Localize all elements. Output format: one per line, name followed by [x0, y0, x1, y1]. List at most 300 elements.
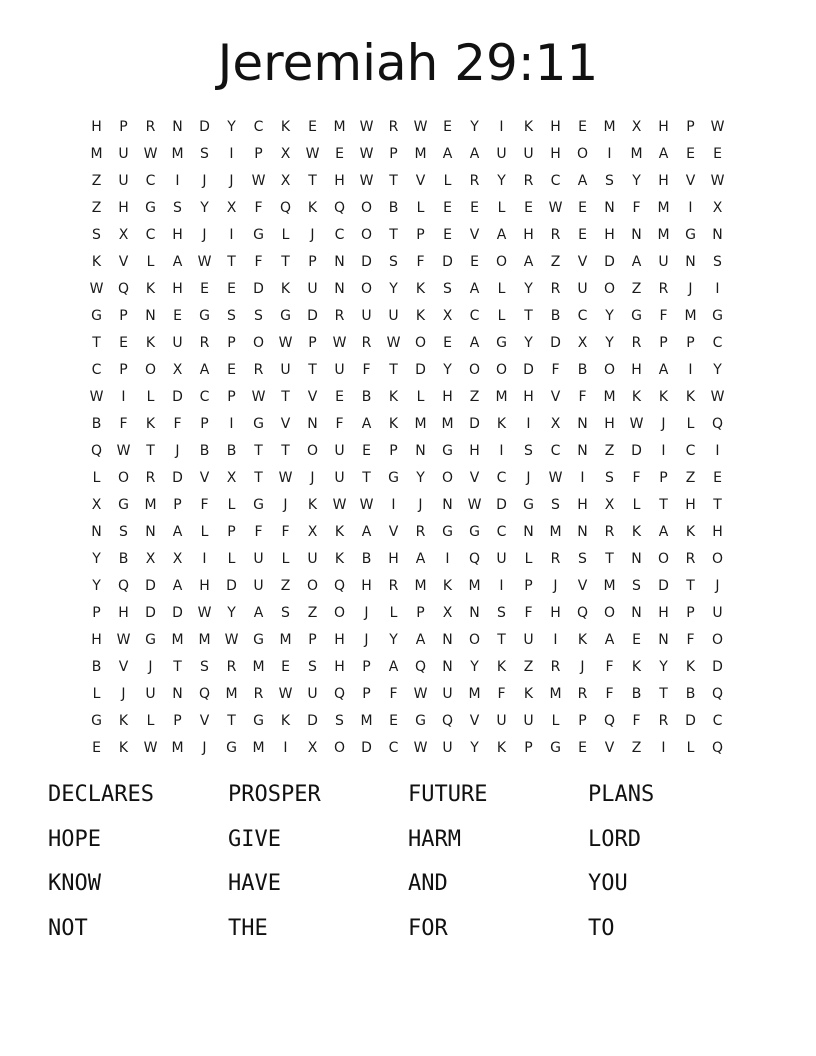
grid-letter[interactable]: Q	[711, 415, 724, 432]
grid-letter[interactable]: V	[118, 253, 129, 270]
grid-letter[interactable]: F	[173, 415, 182, 432]
grid-letter[interactable]: W	[143, 145, 158, 162]
grid-letter[interactable]: Z	[631, 280, 642, 297]
grid-letter[interactable]: A	[361, 523, 372, 540]
grid-letter[interactable]: Q	[576, 604, 589, 621]
grid-letter[interactable]: L	[497, 280, 506, 297]
grid-letter[interactable]: L	[200, 523, 209, 540]
grid-letter[interactable]: T	[308, 361, 317, 378]
grid-letter[interactable]: X	[307, 739, 318, 756]
grid-letter[interactable]: N	[577, 523, 588, 540]
grid-letter[interactable]: E	[200, 280, 209, 297]
grid-letter[interactable]: F	[551, 361, 560, 378]
grid-letter[interactable]: L	[416, 199, 425, 216]
grid-letter[interactable]: V	[199, 469, 210, 486]
grid-letter[interactable]: G	[550, 739, 561, 756]
grid-letter[interactable]: T	[686, 577, 695, 594]
grid-letter[interactable]: T	[92, 334, 101, 351]
grid-letter[interactable]: K	[523, 118, 534, 135]
grid-letter[interactable]: E	[173, 307, 182, 324]
grid-letter[interactable]: K	[388, 415, 399, 432]
grid-letter[interactable]: U	[118, 172, 129, 189]
grid-letter[interactable]: N	[442, 496, 453, 513]
grid-letter[interactable]: O	[117, 469, 130, 486]
grid-letter[interactable]: G	[253, 496, 264, 513]
grid-letter[interactable]: L	[281, 226, 290, 243]
grid-letter[interactable]: L	[92, 469, 101, 486]
grid-letter[interactable]: K	[280, 280, 291, 297]
grid-letter[interactable]: A	[469, 334, 480, 351]
grid-letter[interactable]: J	[283, 496, 288, 513]
grid-letter[interactable]: L	[497, 307, 506, 324]
grid-letter[interactable]: N	[334, 253, 345, 270]
grid-letter[interactable]: X	[91, 496, 102, 513]
grid-letter[interactable]: D	[361, 739, 372, 756]
grid-letter[interactable]: P	[308, 253, 317, 270]
grid-letter[interactable]: Q	[414, 658, 427, 675]
grid-letter[interactable]: U	[253, 550, 264, 567]
grid-letter[interactable]: O	[333, 604, 346, 621]
grid-letter[interactable]: V	[118, 658, 129, 675]
grid-letter[interactable]: X	[604, 496, 615, 513]
grid-letter[interactable]: M	[252, 658, 265, 675]
grid-letter[interactable]: N	[577, 442, 588, 459]
grid-letter[interactable]: Y	[470, 739, 479, 756]
grid-letter[interactable]: E	[632, 631, 641, 648]
grid-letter[interactable]: E	[686, 145, 695, 162]
grid-letter[interactable]: F	[362, 361, 371, 378]
grid-letter[interactable]: Y	[470, 118, 479, 135]
grid-letter[interactable]: F	[281, 523, 290, 540]
grid-letter[interactable]: A	[442, 145, 453, 162]
grid-letter[interactable]: U	[496, 145, 507, 162]
grid-letter[interactable]: D	[172, 604, 183, 621]
grid-letter[interactable]: T	[227, 712, 236, 729]
grid-letter[interactable]: P	[686, 334, 695, 351]
grid-letter[interactable]: M	[360, 712, 373, 729]
grid-letter[interactable]: U	[307, 280, 318, 297]
grid-letter[interactable]: Y	[605, 307, 614, 324]
grid-letter[interactable]: S	[281, 604, 290, 621]
grid-letter[interactable]: W	[386, 334, 401, 351]
grid-letter[interactable]: L	[497, 199, 506, 216]
grid-letter[interactable]: M	[90, 145, 103, 162]
grid-letter[interactable]: S	[605, 469, 614, 486]
grid-letter[interactable]: L	[686, 415, 695, 432]
grid-letter[interactable]: E	[335, 145, 344, 162]
grid-letter[interactable]: K	[334, 523, 345, 540]
grid-letter[interactable]: U	[253, 577, 264, 594]
grid-letter[interactable]: B	[685, 685, 696, 702]
grid-letter[interactable]: P	[686, 604, 695, 621]
grid-letter[interactable]: H	[577, 496, 588, 513]
grid-letter[interactable]: F	[200, 496, 209, 513]
grid-letter[interactable]: M	[252, 739, 265, 756]
grid-letter[interactable]: U	[280, 361, 291, 378]
grid-letter[interactable]: I	[607, 145, 612, 162]
grid-letter[interactable]: S	[605, 172, 614, 189]
grid-letter[interactable]: R	[685, 550, 696, 567]
grid-letter[interactable]: P	[416, 604, 425, 621]
grid-letter[interactable]: W	[332, 334, 347, 351]
grid-letter[interactable]: O	[603, 604, 616, 621]
grid-letter[interactable]: S	[227, 307, 236, 324]
grid-letter[interactable]: U	[361, 307, 372, 324]
grid-letter[interactable]: U	[442, 739, 453, 756]
grid-letter[interactable]: E	[713, 469, 722, 486]
grid-letter[interactable]: W	[251, 388, 266, 405]
grid-letter[interactable]: D	[307, 307, 318, 324]
grid-letter[interactable]: D	[604, 253, 615, 270]
grid-letter[interactable]: C	[496, 469, 507, 486]
grid-letter[interactable]: I	[229, 226, 234, 243]
grid-letter[interactable]: M	[171, 145, 184, 162]
grid-letter[interactable]: G	[253, 631, 264, 648]
grid-letter[interactable]: H	[118, 199, 129, 216]
grid-letter[interactable]: N	[307, 415, 318, 432]
grid-letter[interactable]: H	[550, 604, 561, 621]
grid-letter[interactable]: T	[254, 442, 263, 459]
grid-letter[interactable]: F	[632, 712, 641, 729]
grid-letter[interactable]: H	[172, 280, 183, 297]
grid-letter[interactable]: I	[283, 739, 288, 756]
grid-letter[interactable]: E	[227, 361, 236, 378]
grid-letter[interactable]: R	[388, 118, 399, 135]
grid-letter[interactable]: G	[442, 442, 453, 459]
grid-letter[interactable]: N	[631, 550, 642, 567]
grid-letter[interactable]: E	[578, 739, 587, 756]
grid-letter[interactable]: I	[580, 469, 585, 486]
grid-letter[interactable]: D	[658, 577, 669, 594]
grid-letter[interactable]: K	[145, 334, 156, 351]
grid-letter[interactable]: I	[688, 199, 693, 216]
grid-letter[interactable]: C	[334, 226, 345, 243]
grid-letter[interactable]: H	[658, 604, 669, 621]
grid-letter[interactable]: W	[116, 442, 131, 459]
grid-letter[interactable]: U	[442, 685, 453, 702]
grid-letter[interactable]: X	[172, 361, 183, 378]
grid-letter[interactable]: W	[359, 172, 374, 189]
grid-letter[interactable]: E	[92, 739, 101, 756]
grid-letter[interactable]: O	[711, 631, 724, 648]
grid-letter[interactable]: D	[550, 334, 561, 351]
grid-letter[interactable]: H	[91, 631, 102, 648]
grid-letter[interactable]: E	[713, 145, 722, 162]
grid-letter[interactable]: R	[361, 334, 372, 351]
grid-letter[interactable]: T	[173, 658, 182, 675]
grid-letter[interactable]: D	[469, 415, 480, 432]
grid-letter[interactable]: H	[658, 172, 669, 189]
grid-letter[interactable]: O	[306, 442, 319, 459]
grid-letter[interactable]: B	[550, 307, 561, 324]
grid-letter[interactable]: I	[202, 550, 207, 567]
grid-letter[interactable]: B	[388, 199, 399, 216]
grid-letter[interactable]: Y	[92, 550, 101, 567]
grid-letter[interactable]: X	[280, 145, 291, 162]
grid-letter[interactable]: G	[442, 523, 453, 540]
grid-letter[interactable]: P	[308, 334, 317, 351]
grid-letter[interactable]: E	[308, 118, 317, 135]
grid-letter[interactable]: W	[710, 172, 725, 189]
grid-letter[interactable]: C	[685, 442, 696, 459]
grid-letter[interactable]: F	[632, 199, 641, 216]
grid-letter[interactable]: H	[199, 577, 210, 594]
grid-letter[interactable]: U	[523, 145, 534, 162]
grid-letter[interactable]: M	[279, 631, 292, 648]
grid-letter[interactable]: L	[632, 496, 641, 513]
grid-letter[interactable]: N	[523, 523, 534, 540]
grid-letter[interactable]: T	[281, 442, 290, 459]
grid-letter[interactable]: J	[364, 631, 369, 648]
grid-letter[interactable]: C	[145, 226, 156, 243]
grid-letter[interactable]: O	[495, 361, 508, 378]
grid-letter[interactable]: D	[172, 388, 183, 405]
grid-letter[interactable]: E	[119, 334, 128, 351]
grid-letter[interactable]: T	[497, 631, 506, 648]
grid-letter[interactable]: P	[254, 145, 263, 162]
grid-letter[interactable]: J	[310, 226, 315, 243]
grid-letter[interactable]: O	[144, 361, 157, 378]
grid-letter[interactable]: D	[226, 577, 237, 594]
grid-letter[interactable]: C	[496, 523, 507, 540]
grid-letter[interactable]: Q	[441, 712, 454, 729]
grid-letter[interactable]: X	[577, 334, 588, 351]
grid-letter[interactable]: K	[523, 685, 534, 702]
grid-letter[interactable]: S	[578, 550, 587, 567]
grid-letter[interactable]: U	[307, 550, 318, 567]
grid-letter[interactable]: X	[118, 226, 129, 243]
grid-letter[interactable]: G	[712, 307, 723, 324]
grid-letter[interactable]: M	[414, 145, 427, 162]
grid-letter[interactable]: K	[658, 388, 669, 405]
grid-letter[interactable]: T	[389, 172, 398, 189]
grid-letter[interactable]: S	[389, 253, 398, 270]
grid-letter[interactable]: U	[523, 631, 534, 648]
grid-letter[interactable]: T	[659, 685, 668, 702]
grid-letter[interactable]: J	[148, 658, 153, 675]
grid-letter[interactable]: R	[550, 226, 561, 243]
grid-letter[interactable]: S	[335, 712, 344, 729]
grid-letter[interactable]: U	[334, 442, 345, 459]
grid-letter[interactable]: U	[388, 307, 399, 324]
grid-letter[interactable]: S	[254, 307, 263, 324]
grid-letter[interactable]: W	[629, 415, 644, 432]
grid-letter[interactable]: U	[577, 280, 588, 297]
grid-letter[interactable]: K	[577, 631, 588, 648]
grid-letter[interactable]: D	[685, 712, 696, 729]
grid-letter[interactable]: F	[659, 307, 668, 324]
grid-letter[interactable]: I	[526, 415, 531, 432]
grid-letter[interactable]: H	[388, 550, 399, 567]
grid-letter[interactable]: K	[334, 550, 345, 567]
grid-letter[interactable]: F	[578, 388, 587, 405]
grid-letter[interactable]: W	[710, 388, 725, 405]
grid-letter[interactable]: W	[467, 496, 482, 513]
grid-letter[interactable]: V	[388, 523, 399, 540]
grid-letter[interactable]: G	[388, 469, 399, 486]
grid-letter[interactable]: X	[550, 415, 561, 432]
grid-letter[interactable]: O	[495, 253, 508, 270]
grid-letter[interactable]: O	[711, 550, 724, 567]
grid-letter[interactable]: C	[550, 172, 561, 189]
grid-letter[interactable]: W	[197, 253, 212, 270]
grid-letter[interactable]: N	[172, 118, 183, 135]
grid-letter[interactable]: Q	[333, 199, 346, 216]
grid-letter[interactable]: G	[685, 226, 696, 243]
grid-letter[interactable]: G	[145, 199, 156, 216]
grid-letter[interactable]: W	[224, 631, 239, 648]
grid-letter[interactable]: A	[469, 280, 480, 297]
grid-letter[interactable]: N	[631, 226, 642, 243]
grid-letter[interactable]: C	[712, 334, 723, 351]
grid-letter[interactable]: C	[253, 118, 264, 135]
grid-letter[interactable]: X	[712, 199, 723, 216]
grid-letter[interactable]: L	[227, 550, 236, 567]
grid-letter[interactable]: N	[145, 523, 156, 540]
grid-letter[interactable]: G	[91, 712, 102, 729]
grid-letter[interactable]: Q	[198, 685, 211, 702]
grid-letter[interactable]: P	[227, 388, 236, 405]
grid-letter[interactable]: D	[172, 469, 183, 486]
grid-letter[interactable]: T	[389, 226, 398, 243]
grid-letter[interactable]: I	[445, 550, 450, 567]
grid-letter[interactable]: H	[712, 523, 723, 540]
grid-letter[interactable]: Y	[470, 658, 479, 675]
grid-letter[interactable]: H	[658, 118, 669, 135]
grid-letter[interactable]: K	[91, 253, 102, 270]
grid-letter[interactable]: T	[146, 442, 155, 459]
grid-letter[interactable]: V	[415, 172, 426, 189]
grid-letter[interactable]: M	[468, 685, 481, 702]
grid-letter[interactable]: Z	[685, 469, 696, 486]
grid-letter[interactable]: N	[415, 442, 426, 459]
grid-letter[interactable]: J	[229, 172, 234, 189]
grid-letter[interactable]: P	[119, 307, 128, 324]
grid-letter[interactable]: O	[414, 334, 427, 351]
grid-letter[interactable]: Q	[711, 685, 724, 702]
grid-letter[interactable]: J	[175, 442, 180, 459]
grid-letter[interactable]: J	[364, 604, 369, 621]
grid-letter[interactable]: F	[119, 415, 128, 432]
grid-letter[interactable]: R	[415, 523, 426, 540]
grid-letter[interactable]: N	[145, 307, 156, 324]
grid-letter[interactable]: F	[416, 253, 425, 270]
grid-letter[interactable]: V	[604, 739, 615, 756]
grid-letter[interactable]: Z	[91, 172, 102, 189]
grid-letter[interactable]: L	[686, 739, 695, 756]
grid-letter[interactable]: V	[199, 712, 210, 729]
grid-letter[interactable]: N	[658, 631, 669, 648]
grid-letter[interactable]: A	[469, 145, 480, 162]
grid-letter[interactable]: P	[92, 604, 101, 621]
grid-letter[interactable]: K	[685, 388, 696, 405]
grid-letter[interactable]: T	[713, 496, 722, 513]
grid-letter[interactable]: R	[550, 280, 561, 297]
grid-letter[interactable]: U	[496, 712, 507, 729]
grid-letter[interactable]: N	[604, 199, 615, 216]
grid-letter[interactable]: R	[334, 307, 345, 324]
grid-letter[interactable]: Q	[603, 712, 616, 729]
grid-letter[interactable]: I	[499, 442, 504, 459]
grid-letter[interactable]: A	[415, 631, 426, 648]
grid-letter[interactable]: A	[172, 577, 183, 594]
grid-letter[interactable]: R	[253, 361, 264, 378]
grid-letter[interactable]: N	[469, 604, 480, 621]
grid-letter[interactable]: I	[229, 415, 234, 432]
grid-letter[interactable]: S	[92, 226, 101, 243]
grid-letter[interactable]: Z	[91, 199, 102, 216]
grid-letter[interactable]: Y	[605, 334, 614, 351]
grid-letter[interactable]: T	[227, 253, 236, 270]
grid-letter[interactable]: C	[388, 739, 399, 756]
grid-letter[interactable]: P	[173, 496, 182, 513]
grid-letter[interactable]: I	[715, 280, 720, 297]
grid-letter[interactable]: V	[469, 469, 480, 486]
grid-letter[interactable]: H	[334, 172, 345, 189]
grid-letter[interactable]: K	[496, 739, 507, 756]
grid-letter[interactable]: Y	[632, 172, 641, 189]
grid-letter[interactable]: C	[577, 307, 588, 324]
grid-letter[interactable]: K	[307, 496, 318, 513]
grid-letter[interactable]: J	[688, 280, 693, 297]
grid-letter[interactable]: C	[199, 388, 210, 405]
grid-letter[interactable]: E	[470, 253, 479, 270]
grid-letter[interactable]: W	[413, 739, 428, 756]
grid-letter[interactable]: X	[442, 307, 453, 324]
grid-letter[interactable]: D	[307, 712, 318, 729]
grid-letter[interactable]: B	[361, 388, 372, 405]
grid-letter[interactable]: P	[578, 712, 587, 729]
grid-letter[interactable]: X	[280, 172, 291, 189]
grid-letter[interactable]: A	[631, 253, 642, 270]
grid-letter[interactable]: H	[334, 631, 345, 648]
grid-letter[interactable]: P	[200, 415, 209, 432]
grid-letter[interactable]: Y	[227, 604, 236, 621]
grid-letter[interactable]: K	[496, 658, 507, 675]
grid-letter[interactable]: J	[553, 577, 558, 594]
grid-letter[interactable]: M	[495, 388, 508, 405]
grid-letter[interactable]: E	[578, 226, 587, 243]
grid-letter[interactable]: L	[524, 550, 533, 567]
grid-letter[interactable]: K	[280, 712, 291, 729]
grid-letter[interactable]: K	[496, 415, 507, 432]
grid-letter[interactable]: P	[416, 226, 425, 243]
grid-letter[interactable]: S	[119, 523, 128, 540]
grid-letter[interactable]: L	[416, 388, 425, 405]
grid-letter[interactable]: F	[254, 199, 263, 216]
grid-letter[interactable]: G	[631, 307, 642, 324]
grid-letter[interactable]: Q	[117, 280, 130, 297]
grid-letter[interactable]: K	[118, 712, 129, 729]
grid-letter[interactable]: I	[553, 631, 558, 648]
grid-letter[interactable]: M	[684, 307, 697, 324]
grid-letter[interactable]: R	[631, 334, 642, 351]
grid-letter[interactable]: S	[308, 658, 317, 675]
grid-letter[interactable]: M	[171, 739, 184, 756]
grid-letter[interactable]: F	[254, 523, 263, 540]
grid-letter[interactable]: R	[226, 658, 237, 675]
grid-letter[interactable]: E	[362, 442, 371, 459]
grid-letter[interactable]: P	[389, 145, 398, 162]
grid-letter[interactable]: U	[334, 469, 345, 486]
grid-letter[interactable]: J	[202, 172, 207, 189]
grid-letter[interactable]: W	[413, 118, 428, 135]
grid-letter[interactable]: S	[713, 253, 722, 270]
grid-letter[interactable]: H	[523, 226, 534, 243]
grid-letter[interactable]: W	[143, 739, 158, 756]
grid-letter[interactable]: S	[200, 658, 209, 675]
grid-letter[interactable]: A	[172, 253, 183, 270]
